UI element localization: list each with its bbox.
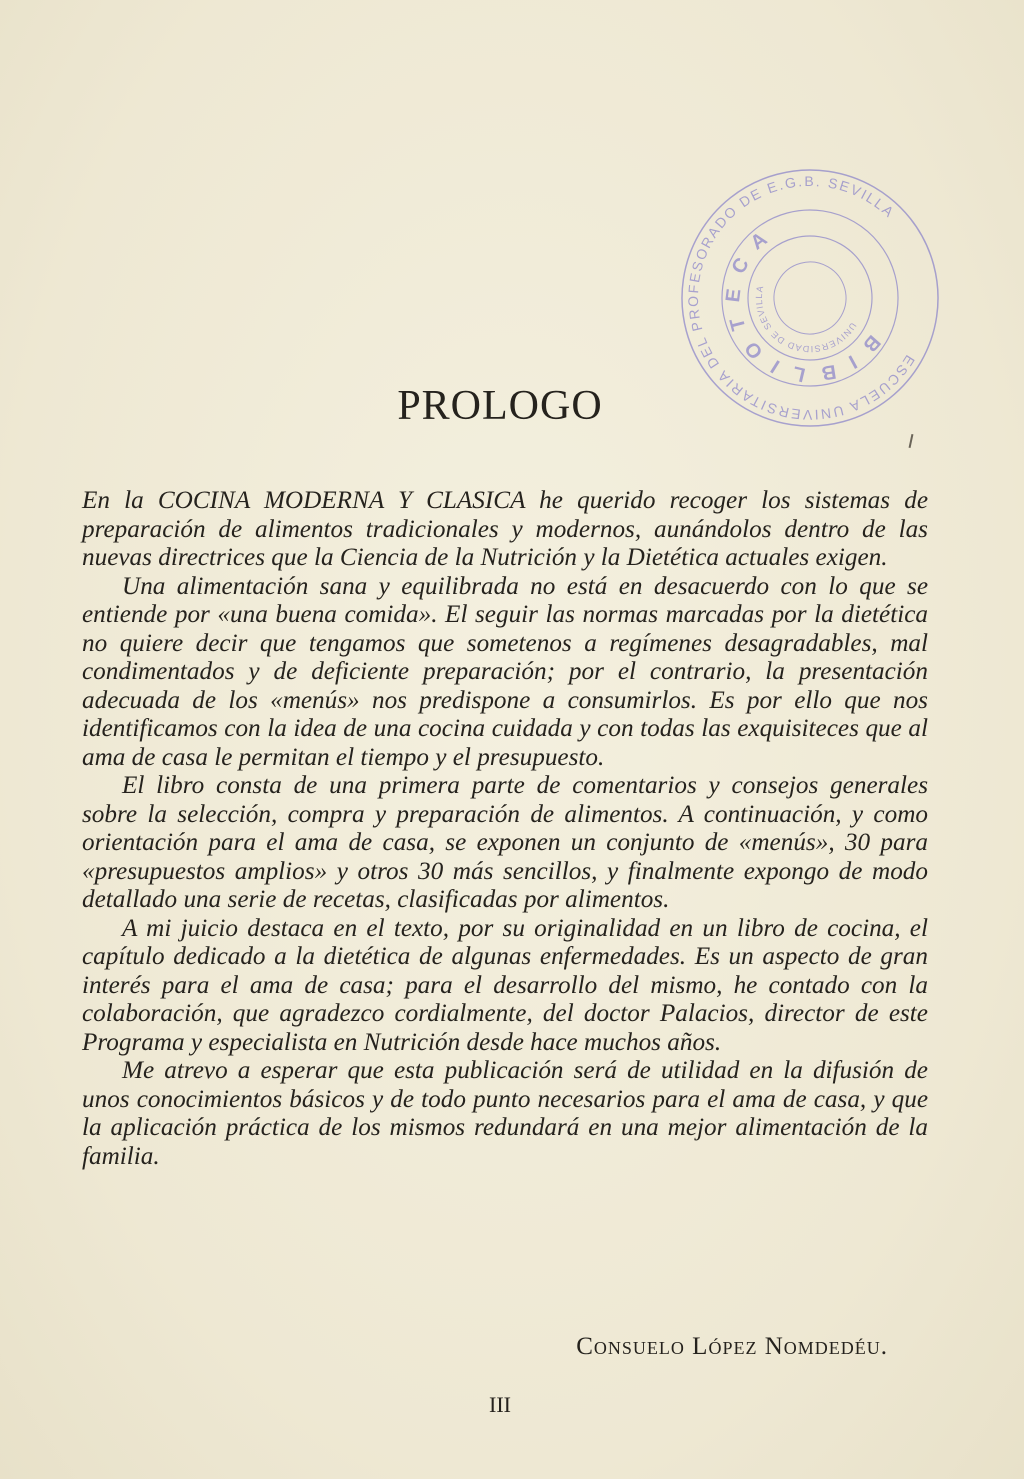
page-number: III <box>489 1392 511 1417</box>
stamp-inner-text: BIBLIOTECA <box>721 219 885 387</box>
paragraph: Me atrevo a esperar que esta publicación será de utilidad en la difusión de unos conocimientos básicos y de todo punto necesarios para el ama de casa, y que la aplicación práctica de los mismos redundará en una mejor alimentación de la familia. <box>82 1057 928 1170</box>
stamp-outer-text: ESCUELA UNIVERSITARIA DEL PROFESORADO DE E.G.B. SEVILLA <box>684 172 919 424</box>
author-signature: Consuelo López Nomdedéu. <box>576 1333 888 1360</box>
prologue-text <box>82 487 928 1171</box>
paragraph: El libro consta de una primera parte de comentarios y consejos generales sobre la selección, compra y preparación de alimentos. A continuación, y como orientación para el ama de casa, se exponen un conjunto de «menús», 30 para «presupuestos amplios» y otros 30 más sencillos, y finalmente expongo de modo detallado una serie de recetas, clasificadas por alimentos. <box>82 772 928 913</box>
stamp-center-text: UNIVERSIDAD DE SEVILLA <box>753 284 859 355</box>
paragraph: En la COCINA MODERNA Y CLASICA he querido recoger los sistemas de preparación de alimentos tradicionales y modernos, aunándolos dentro de las nuevas directrices que la Ciencia de la Nutrición y la Dietética actuales exigen. <box>82 487 928 571</box>
page-title: PROLOGO <box>397 383 603 429</box>
margin-mark <box>909 434 914 448</box>
paragraph: Una alimentación sana y equilibrada no está en desacuerdo con lo que se entiende por «una buena comida». El seguir las normas marcadas por la dietética no quiere decir que tengamos que sometenos a regímenes desagradables, mal condimentados y de deficiente preparación; por el contrario, la presentación adecuada de los «menús» nos predispone a consumirlos. Es por ello que nos identificamos con la idea de una cocina cuidada y con todas las exquisiteces que al ama de casa le permitan el tiempo y el presupuesto. <box>82 572 928 771</box>
paragraph: A mi juicio destaca en el texto, por su originalidad en un libro de cocina, el capítulo dedicado a la dietética de algunas enfermedades. Es un aspecto de gran interés para el ama de casa; para el desarrollo del mismo, he contado con la colaboración, que agradezco cordialmente, del doctor Palacios, director de este Programa y especialista en Nutrición desde hace muchos años. <box>82 914 928 1056</box>
